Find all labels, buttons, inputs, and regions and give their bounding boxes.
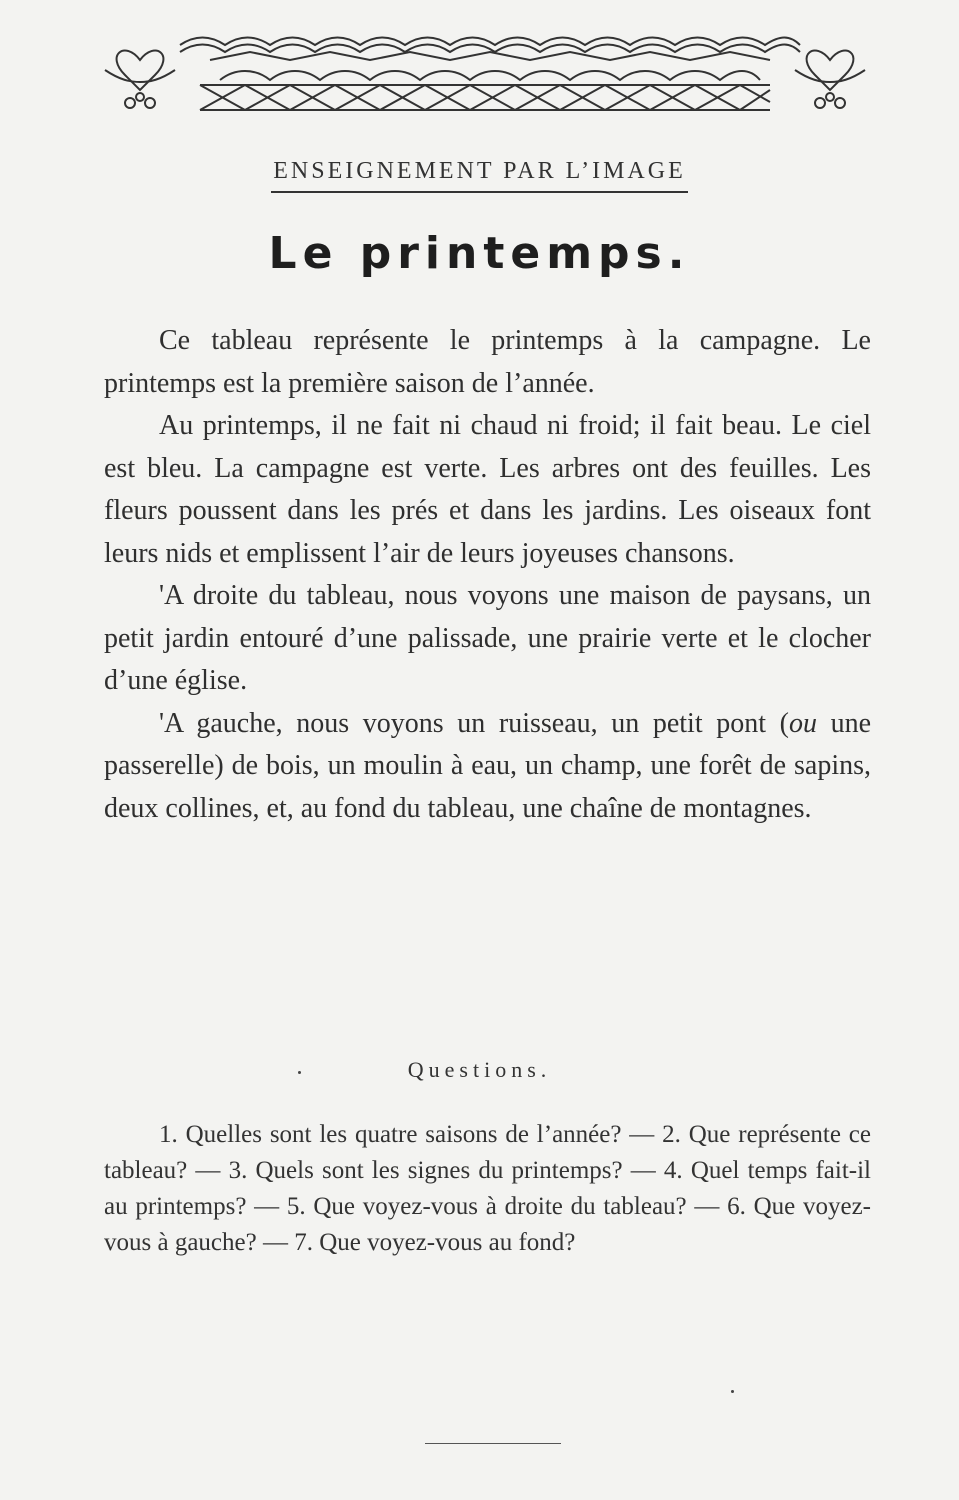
paragraph-4-italic: ou — [788, 707, 817, 739]
questions-heading: Questions. — [407, 1057, 552, 1082]
page-title: Le printemps. — [268, 228, 691, 279]
questions-text: 1. Quelles sont les quatre saisons de l’année? — 2. Que représente ce tableau? — 3. Quels sont les signes du printemps? — 4. Quel temps fait-il au printemps? — 5. Que voyez-vous à droite du tableau? — 6. Que voyez-vous à gauche? — 7. Que voyez-vous au fond? — [104, 1121, 871, 1256]
ink-speck — [731, 1390, 734, 1393]
questions-block — [104, 1117, 871, 1261]
paragraph-3: 'A droite du tableau, nous voyons une maison de paysans, un petit jardin entouré d’une palissade, une prairie verte et le clocher d’une église. — [104, 580, 871, 696]
section-label-text: ENSEIGNEMENT PAR L’IMAGE — [271, 158, 687, 193]
paragraph-4 — [104, 703, 871, 831]
paragraph-1: Ce tableau représente le printemps à la campagne. Le printemps est la première saison de l’année. — [104, 325, 871, 399]
section-label — [0, 158, 959, 193]
bottom-divider — [425, 1443, 561, 1444]
ink-speck — [298, 1071, 301, 1074]
paragraph-4-before: 'A gauche, nous voyons un ruisseau, un petit pont ( — [159, 707, 789, 739]
decorative-header-ornament — [100, 30, 870, 115]
paragraph-4-after: une passerelle) de bois, un moulin à eau, un champ, une forêt de sapins, deux collines, et, au fond du tableau, une chaîne de montagnes. — [104, 707, 871, 824]
paragraph-2: Au printemps, il ne fait ni chaud ni froid; il fait beau. Le ciel est bleu. La campagne est verte. Les arbres ont des feuilles. Les fleurs poussent dans les prés et dans les jardins. Les oiseaux font leurs nids et emplissent l’air de leurs joyeuses chansons. — [104, 410, 871, 569]
body-text — [104, 320, 871, 830]
